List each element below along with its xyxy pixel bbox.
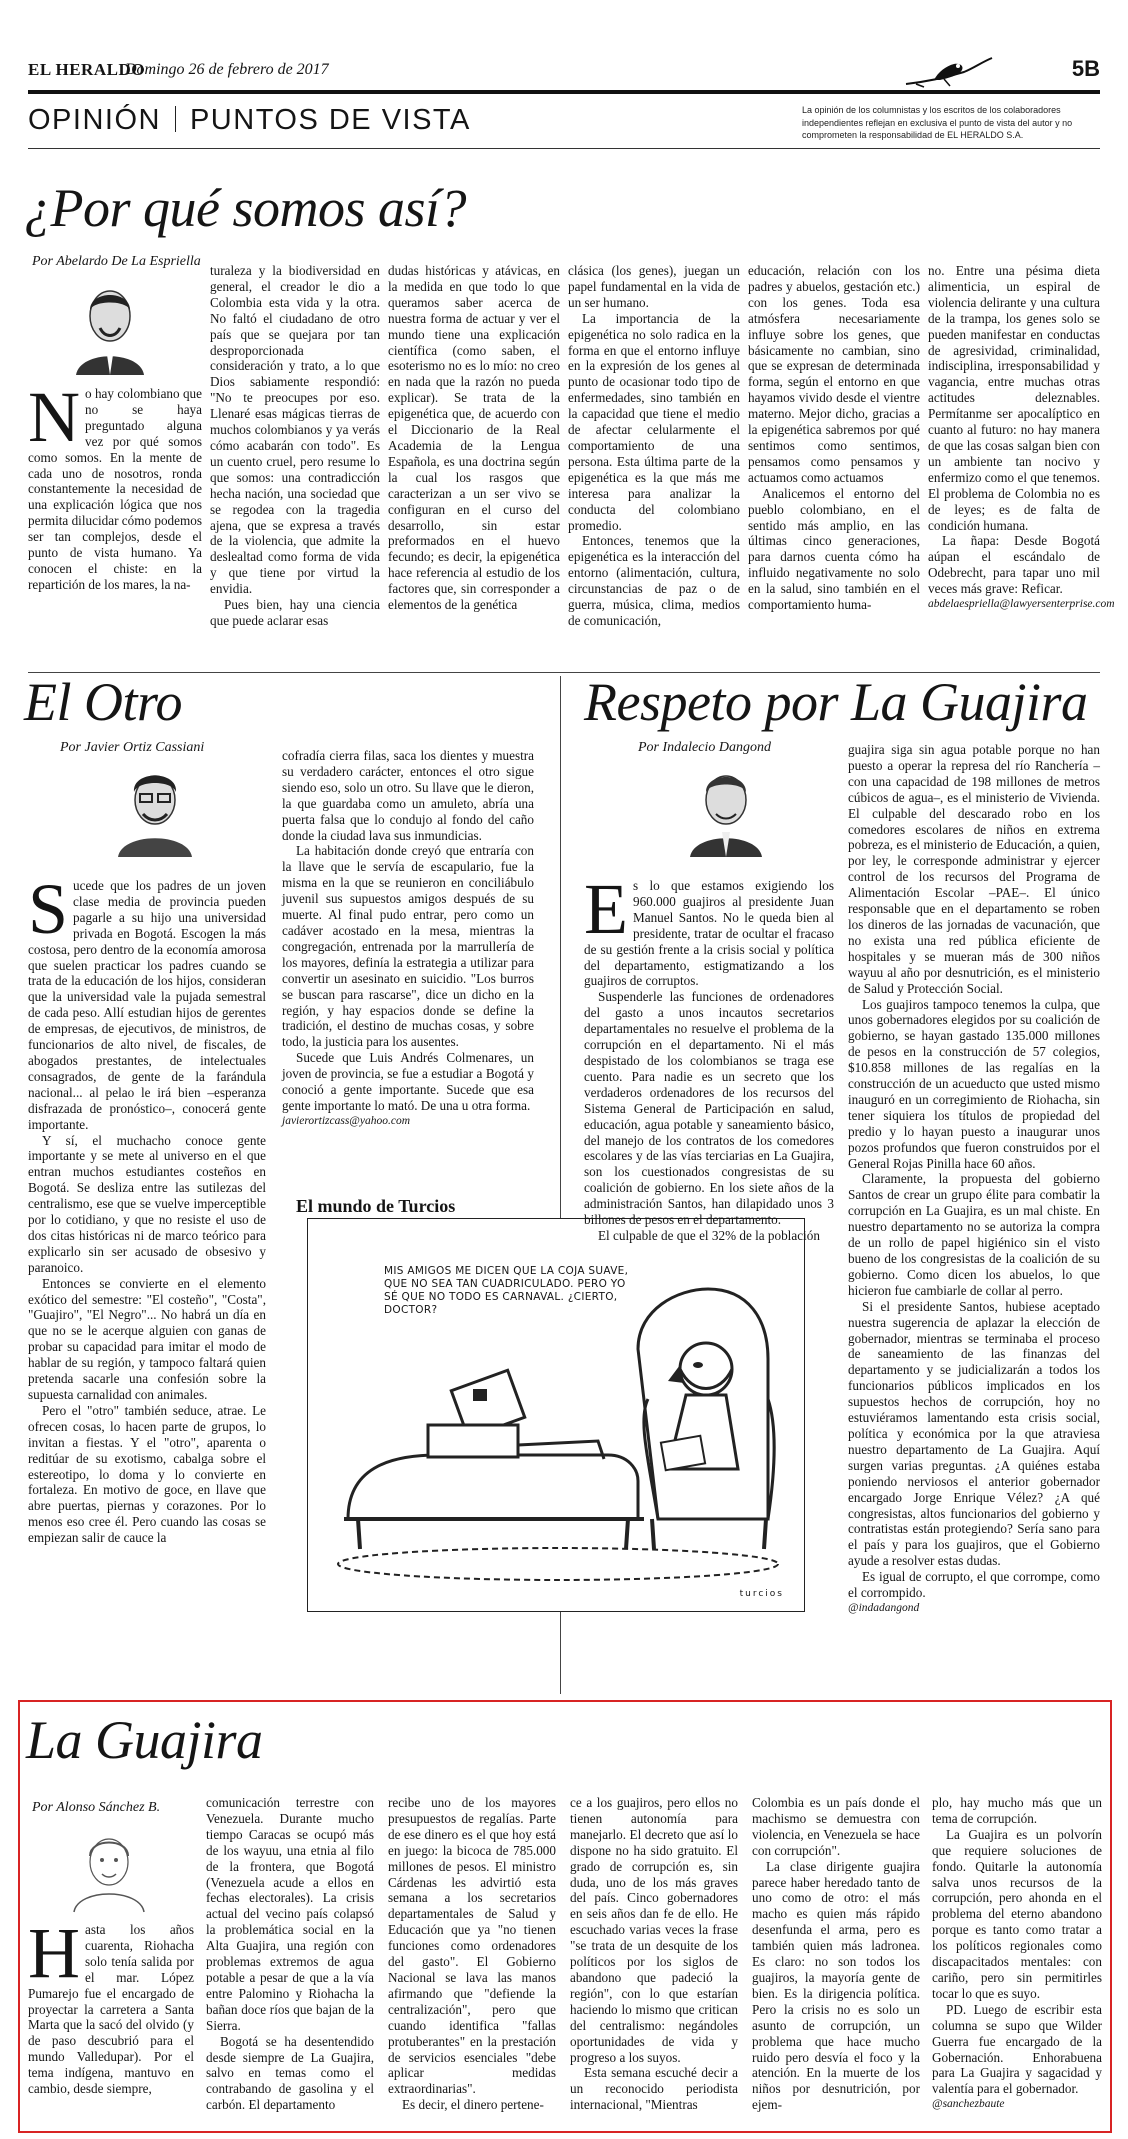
- author-portrait-icon: [70, 280, 150, 375]
- section-rule: [28, 148, 1100, 149]
- article2-column-2: cofradía cierra filas, saca los dientes y muestra su verdadero carácter, entonces el otro sigue siendo eso, solo un otro. Su llave que le dieron, la que guardaba como un amuleto, abría una puerta falsa que lo condujo al fondo del caño donde la ciudad lava sus inmundicias. La habitación donde creyó que entraría con la llave que le servía de escapulario, fue la misma en la que se reunieron en conciliábulo juvenil sus supuestos amigos después de su muerte. Al final pudo entrar, pero como un cadáver acostado en la mesa, mientras la congregación, entrenada por la marrullería de los mayores, definía la estrategia a utilizar para convertir un asesinato en suicidio. "Los burros se buscan para rascarse", dice un dicho en la región, y hay espacios donde se define la tradición, el destino de muchas cosas, y sobre todo, la justicia para los ausentes. Sucede que Luis Andrés Colmenares, un joven de provincia, se fue a estudiar a Bogotá y conoció a gente importante. Sucede que esa gente importante lo mató. De una u otra forma. javierortizcass@yahoo.com: [282, 748, 534, 1226]
- article2-column-1: S ucede que los padres de un joven clase media de provincia pueden pagarle a su hijo una universidad privada en Bogotá. Escogen la más costosa, pero dentro de la economía amorosa que suelen practicar los padres cuando se trata de la educación de los hijos, consideran que la universidad vale la pujada semestral de cada peso. Allí estudian hijos de gerentes de empresas, de ejecutivos, de ministros, de funcionarios de alto nivel, de fiscales, de abogados prestantes, de intelectuales consagrados, de gente de la farándula nacional... al pelao le irá bien –esperanza disfrazada de pronóstico–, conocerá gente importante. Y sí, el muchacho conoce gente importante y se mete al universo en el que entran muchos estudiantes costeños en Bogotá. Se desliza entre las sutilezas del centralismo, ese que se vuelve imperceptible por lo cotidiano, y que no resiste el uso de dos citas históricas ni de marco teórico para explicarlo sin ser acusado de obsesivo y paranoico. Entonces se convierte en el elemento exótico del semestre: "El costeño", "Costa", "Guajiro", "El Negro"... No habrá un día en que no se le acerque alguien con ganas de probar su capacidad para imitar el modo de hablar de su región, y tampoco faltará quien pretenda sacarle una confesión sobre la supuesta carnalidad con animales. Pero el "otro" también seduce, atrae. Le ofrecen cosas, lo hacen parte de grupos, lo invitan a fiestas. Y el "otro", aparenta o reditúar de su exotismo, cabalga sobre el estereotipo, lo doma y lo convierte en fortaleza. En motivo de goce, en llave que abre puertas, piernas y corazones. Por lo menos eso cree él. Pero cuando las cosas se empiezan salir de cauce la: [28, 869, 266, 1546]
- page-number: 5B: [1071, 56, 1100, 81]
- cartoon-panel: [307, 1218, 805, 1612]
- article2-title: El Otro: [24, 672, 182, 732]
- article3-column-2: guajira siga sin agua potable porque no han puesto a operar la represa del río Ranchería –con una capacidad de 198 millones de metros cúbicos de agua–, es el ministerio de Vivienda. El culpable del descarado robo en los comedores escolares de niños en extrema pobreza, es el ministerio de Educación, a quien, por ley, le corresponde administrar y ejercer control de los recursos del Programa de Alimentación Escolar –PAE–. El único responsable que en el departamento se roben los dineros de las jornadas de vacunación, que no exista una red pública eficiente de hospitales y se mueran más de 300 niños wayuu al año por desnutrición, es el ministerio de Salud y Protección Social. Los guajiros tampoco tenemos la culpa, que unos gobernadores elegidos por su coalición de gobierno, se hayan gastado 135.000 millones de pesos en la construcción de 57 colegios, $10.858 millones de las regalías en la construcción de un acueducto que usted mismo inauguró en un corregimiento de Riohacha, sin tener siquiera los títulos de propiedad del predio y lo hayan puesto a inaugurar unos pozos profundos que fueron construidos por el General Rojas Pinilla hace 60 años. Claramente, la propuesta del gobierno Santos de crear un grupo élite para combatir la corrupción en La Guajira, es un mal chiste. En nuestro departamento no se autoriza la compra de un rollo de papel higiénico sin el visto bueno de los congresistas de la coalición de su gobierno. Como dicen los abuelos, lo que hicieron fue cambiarle de collar al perro. Si el presidente Santos, hubiese aceptado nuestra sugerencia de aplazar la elección de gobernador, mientras se terminaba el proceso de saneamiento de las finanzas del departamento y se judicializarán a todos los funcionarios públicos implicados en los supuestos hechos de corrupción, hoy no estuviéramos lamentando esta crisis social, política y económica por la que atraviesa nuestro departamento de La Guajira. Aquí surgen varias preguntas. ¿A quiénes estaba poniendo nerviosos el anterior gobernador encargado Jorge Enrique Vélez? ¿A qué congresistas, altos funcionarios del gobierno y contratistas están protegiendo? Sería sano para el país y para los guajiros, que el Gobierno ayude a resolver estas dudas. Es igual de corrupto, el que corrompe, como el corrompido. @indadangond: [848, 742, 1100, 1686]
- section-header: [28, 104, 471, 140]
- heron-logo-icon: [904, 54, 994, 88]
- article4-dropcap: H: [28, 1913, 80, 1993]
- issue-date: Domingo 26 de febrero de 2017: [125, 61, 329, 78]
- article4-column-2: comunicación terrestre con Venezuela. Durante mucho tiempo Caracas se ocupó más de los wayuu, una etnia al filo de la frontera, que Bogotá (Venezuela acude a ellos en fechas electorales). La crisis actual del vecino país colapsó la problemática social en la Alta Guajira, una región con problemas extremos de agua potable a pesar de que a la vía entre Palomino y Riohacha la bañan doce ríos que bajan de la Sierra. Bogotá se ha desentendido desde siempre de La Guajira, salvo en temas como el contrabando de gasolina y el carbón. El departamento: [206, 1795, 374, 2113]
- disclaimer: La opinión de los columnistas y los escritos de los colaboradores independientes reflejan en exclusiva el punto de vista del autor y no comprometen la responsabilidad de EL HERALDO S.A.: [802, 105, 1073, 140]
- article1-column-1: N o hay colombiano que no se haya preguntado alguna vez por qué somos como somos. En la mente de cada uno de nosotros, ronda constantemente la necesidad de una explicación lógica que nos permita dilucidar cómo podemos ser tan complejos, desde el punto de vista humano. Ya conocen el chiste: en la repartición de los mares, la na-: [28, 377, 202, 592]
- author-portrait-icon: [64, 1822, 154, 1912]
- therapy-couch-illustration-icon: [308, 1219, 804, 1611]
- article2-byline: Por Javier Ortiz Cassiani: [60, 740, 205, 755]
- article2-signature: javierortizcass@yahoo.com: [282, 1114, 411, 1127]
- article2-dropcap: S: [28, 869, 69, 949]
- section-points-of-view: PUNTOS DE VISTA: [189, 104, 471, 136]
- speech-bubble: MIS AMIGOS ME DICEN QUE LA COJA SUAVE, QUE NO SEA TAN CUADRICULADO. PERO YO SÉ QUE NO TODO ES CARNAVAL. ¿CIERTO, DOCTOR?: [384, 1265, 629, 1316]
- cartoon-title: El mundo de Turcios: [296, 1196, 456, 1216]
- article1-column-5: educación, relación con los padres y abuelos, gestación etc.) con los genes. Toda esa atmósfera necesariamente influye sobre los genes, que básicamente no cambian, sino que se expresan de determinada forma, según el entorno en que hayamos vivido desde el vientre materno. Mejor dicho, gracias a la epigenética sabremos por qué sentimos como sentimos, pensamos como pensamos y actuamos como actuamos Analicemos el entorno del pueblo colombiano, en el sentido más amplio, en las últimas cinco generaciones, para darnos cuenta cómo ha influido negativamente no solo en la salud, sino también en el comportamiento huma-: [748, 263, 920, 613]
- article4-column-5: Colombia es un país donde el machismo se demuestra con violencia, en Venezuela se hace con corrupción". La clase dirigente guajira parece haber heredado tanto de uno como de otro: el más macho es quien más rápido desenfunda el arma, pero es también quien más ladronea. Es claro: no son todos los guajiros, la mayoría gente de bien. Es la dirigencia política. Pero la crisis no es solo un asunto de corrupción, un problema que hace mucho ruido pero desvía el foco y la atención. En la muerte de los niños por desnutrición, por ejem-: [752, 1795, 920, 2113]
- article4-signature: @sanchezbaute: [932, 2098, 1005, 2111]
- article4-title: La Guajira: [26, 1710, 263, 1770]
- article1-column-2: turaleza y la biodiversidad en general, el creador le dio a Colombia esta vida y la otra. No faltó el ciudadano de otro país que se quejara por tan desproporcionada consideración y trato, a lo que Dios sabiamente respondió: "No te preocupes por eso. Llenaré esas mágicas tierras de muchos colombianos y ya verás cómo acabarán con todo". Es un cuento cruel, pero resume lo que somos: una contradicción hecha nación, una sociedad que se regodea con la tragedia ajena, que se expresa a través de la violencia, que admite la deslealtad como forma de vida y que tiene por virtud la envidia. Pues bien, hay una ciencia que puede aclarar esas: [210, 263, 380, 628]
- article1-column-3: dudas históricas y atávicas, en la medida en que todo lo que queramos saber acerca de nuestra forma de actuar y ver el mundo tiene una explicación científica (como saben, el esoterismo no es lo mío: no creo en nada que la razón no pueda explicar). Se trata de la epigenética que, de acuerdo con el Diccionario de la Real Academia de la Lengua Española, es una doctrina según la cual los rasgos que caracterizan a un ser vivo se configuran en el curso del desarrollo, sin estar preformados en el huevo fecundo; es decir, la epigenética hace referencia al estudio de los factores que, sin corresponder a elementos de la genética: [388, 263, 560, 613]
- article3-signature: @indadangond: [848, 1601, 920, 1614]
- author-portrait-icon: [110, 762, 200, 857]
- newspaper-name: EL HERALDO: [28, 60, 145, 79]
- article3-column-1: E s lo que estamos exigiendo los 960.000 guajiros al presidente Juan Manuel Santos. No le queda bien al presidente, tratar de ocultar el fracaso de su gestión frente a la crisis social y política del departamento, estigmatizando a los guajiros de corruptos. Suspenderle las funciones de ordenadores del gasto a unos incautos secretarios departamentales no resuelve el problema de la corrupción en el departamento. Ni el más despistado de los colombianos se traga ese cuento. Para nadie es un secreto que los verdaderos ordenadores de los recursos del Sistema General de Participación en salud, educación, agua potable y saneamiento básico, del manejo de los contratos de los comedores escolares y de las vías terciarias en La Guajira, son los cuestionados congresistas de su coalición de gobierno. En los siete años de la administración Santos, han dilapidado unos 3 billones de pesos en el departamento. El culpable de que el 32% de la población: [584, 869, 834, 1243]
- article1-title: ¿Por qué somos así?: [24, 178, 467, 238]
- article1-column-6: no. Entre una pésima dieta alimenticia, un espiral de violencia delirante y una cultura de la trampa, los genes solo se pueden manifestar en conductas de agresividad, criminalidad, indisciplina, irresponsabilidad y vagancia, entre muchas otras actitudes deleznables. Permítanme ser apocalíptico en cuanto al futuro: no hay manera de que las cosas salgan bien con un ambiente tan nocivo y enfermizo como el que tenemos. El problema de Colombia no es de leyes; es de falta de condición humana. La ñapa: Desde Bogotá aúpan el escándalo de Odebrecht, para tapar uno mil veces más grave: Reficar. abdelaespriella@lawyersenterprise.com: [928, 263, 1100, 666]
- cartoonist-signature: turcios: [739, 1589, 784, 1599]
- article4-column-3: recibe uno de los mayores presupuestos de regalías. Parte de ese dinero es el que hoy está en juego: la bicoca de 785.000 millones de pesos. El ministro Cárdenas les advirtió esta semana a los secretarios departamentales de Salud y Educación que ya "no tienen funciones como ordenadores del gasto". El Gobierno Nacional se lava las manos afirmando que "defiende la centralización", pero que cuando identifica "fallas protuberantes" en la prestación de servicios esenciales "debe aplicar medidas extraordinarias". Es decir, el dinero pertene-: [388, 1795, 556, 2113]
- article3-title: Respeto por La Guajira: [584, 672, 1088, 732]
- article4-column-4: ce a los guajiros, pero ellos no tienen autonomía para manejarlo. El decreto que así lo dispone no ha sido gratuito. El grado de corrupción es, sin duda, uno de los más graves del país. Cinco gobernadores en seis años dan fe de ello. He escuchado varias veces la frase "se trata de un desquite de los políticos por los siglos de abandono que padeció la región", con lo que estarían haciendo lo mismo que critican del centralismo: negándoles oportunidades de vida y progreso a los suyos. Esta semana escuché decir a un reconocido periodista internacional, "Mientras: [570, 1795, 738, 2113]
- article4-column-6: plo, hay mucho más que un tema de corrupción. La Guajira es un polvorín que requiere soluciones de fondo. Quitarle la autonomía salva unos recursos de la corrupción, pero ahonda en el problema del eterno abandono porque es tanto como tratar a los políticos regionales como discapacitados mentales: con cariño, pero sin permitirles tocar lo que es suyo. PD. Luego de escribir esta columna se supo que Wilder Guerra fue encargado de la Gobernación. Enhorabuena para La Guajira y sagacidad y valentía para el gobernador. @sanchezbaute: [932, 1795, 1102, 2122]
- article4-column-1: H asta los años cuarenta, Riohacha solo tenía salida por el mar. López Pumarejo fue el encargado de proyectar la carretera a Santa Marta que la sacó del olvido (y de paso descubrió para el mundo Valledupar). Por el tema indígena, mantuvo en cambio, desde siempre,: [28, 1913, 194, 2097]
- section-opinion: OPINIÓN: [28, 104, 161, 136]
- article1-column-4: clásica (los genes), juegan un papel fundamental en la vida de un ser humano. La importancia de la epigenética no solo radica en la forma en que el entorno influye en la expresión de los genes al punto de ocasionar todo tipo de enfermedades, sino también en la capacidad que tiene el medio de afectar celularmente el comportamiento de una persona. Esta última parte de la epigenética es la que más me interesa para analizar la conducta del colombiano promedio. Entonces, tenemos que la epigenética es la interacción del entorno (alimentación, cultura, circunstancias de paz o de guerra, música, clima, medios de comunicación,: [568, 263, 740, 628]
- article3-byline: Por Indalecio Dangond: [638, 740, 771, 755]
- article3-dropcap: E: [584, 869, 628, 949]
- article1-dropcap: N: [28, 377, 80, 457]
- article4-byline: Por Alonso Sánchez B.: [32, 1800, 161, 1815]
- article1-byline: Por Abelardo De La Espriella: [32, 254, 201, 269]
- masthead: [28, 54, 1100, 90]
- masthead-rule: [28, 90, 1100, 94]
- article1-signature: abdelaespriella@lawyersenterprise.com: [928, 598, 1115, 611]
- author-portrait-icon: [686, 762, 766, 857]
